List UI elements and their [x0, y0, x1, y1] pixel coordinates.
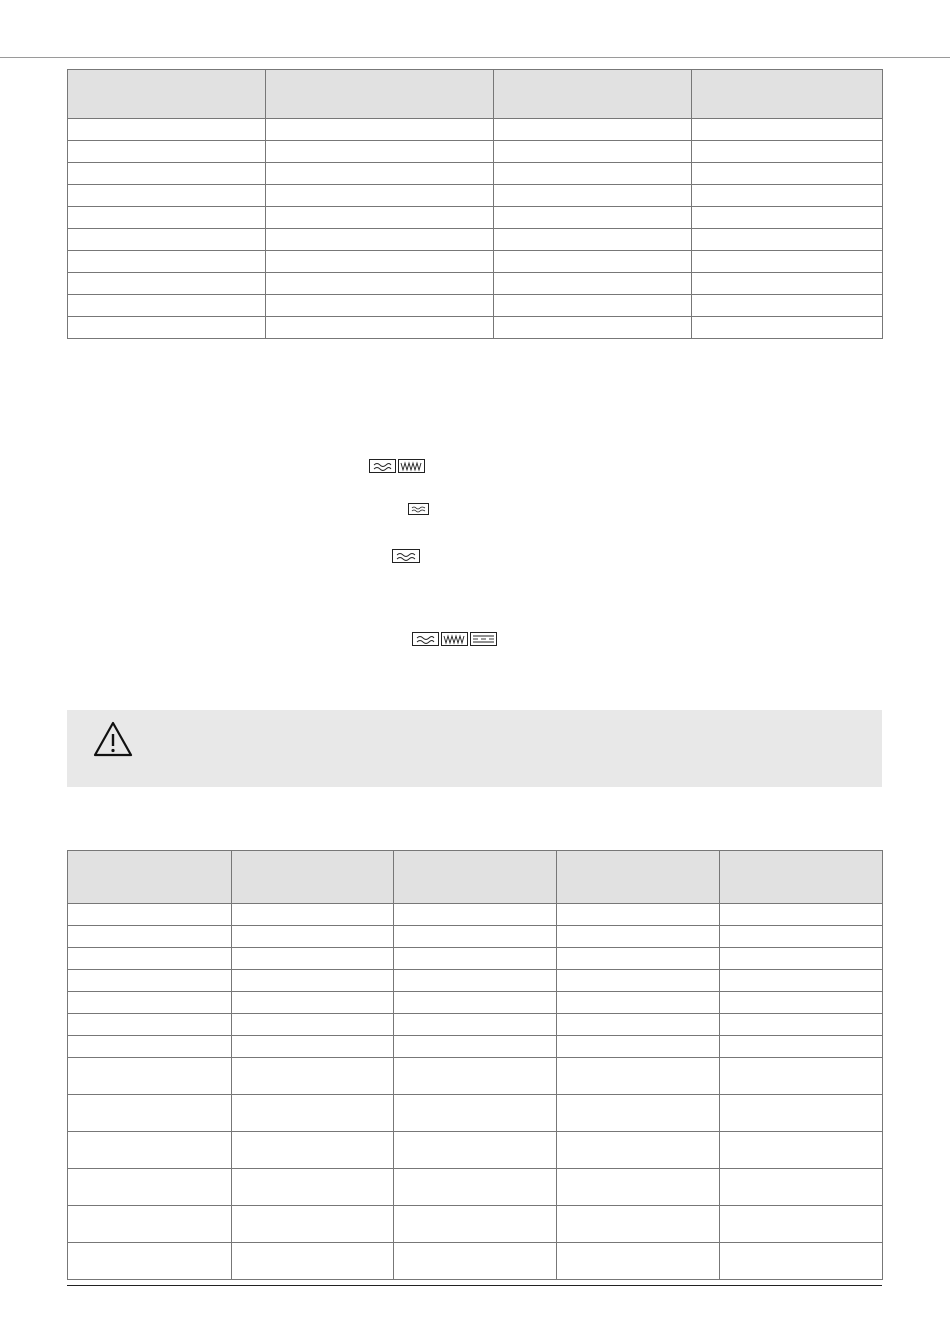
table-header-cell [68, 70, 266, 119]
table-cell [493, 317, 691, 339]
table-cell [394, 1058, 557, 1095]
table-cell [720, 1169, 883, 1206]
table-cell [68, 970, 232, 992]
table-header-cell [691, 70, 882, 119]
table-cell [720, 1132, 883, 1169]
table-cell [266, 273, 493, 295]
table-cell [394, 1036, 557, 1058]
bottom-heat-icon [470, 632, 497, 646]
table-cell [68, 119, 266, 141]
table-row [68, 992, 883, 1014]
warning-callout [67, 710, 882, 787]
table-cell [266, 141, 493, 163]
table-cell [691, 273, 882, 295]
table-cell [68, 141, 266, 163]
table-cell [266, 207, 493, 229]
table-cell [720, 926, 883, 948]
table-cell [68, 295, 266, 317]
table-row [68, 317, 883, 339]
table-row [68, 163, 883, 185]
table-cell [720, 1058, 883, 1095]
table-cell [394, 1206, 557, 1243]
table-cell [68, 1014, 232, 1036]
table-row [68, 1014, 883, 1036]
settings-table [67, 69, 883, 339]
grill-icon [398, 459, 425, 473]
table-row [68, 1058, 883, 1095]
table-row [68, 141, 883, 163]
table-cell [720, 1095, 883, 1132]
table-cell [720, 1014, 883, 1036]
table-cell [68, 1206, 232, 1243]
table-cell [691, 317, 882, 339]
table-cell [266, 251, 493, 273]
table-row [68, 1169, 883, 1206]
table-cell [691, 185, 882, 207]
table-cell [232, 1014, 394, 1036]
table-cell [68, 163, 266, 185]
table-cell [232, 1169, 394, 1206]
table-row [68, 295, 883, 317]
table-cell [232, 992, 394, 1014]
table-cell [557, 1132, 720, 1169]
mode-icon-group [408, 503, 429, 517]
table-cell [394, 948, 557, 970]
table-header-cell [557, 851, 720, 904]
table-cell [691, 141, 882, 163]
table-cell [68, 229, 266, 251]
table-cell [68, 904, 232, 926]
table-row [68, 229, 883, 251]
table-cell [266, 295, 493, 317]
table-cell [394, 1243, 557, 1280]
table-cell [557, 1169, 720, 1206]
table-cell [557, 1243, 720, 1280]
table-cell [232, 1206, 394, 1243]
table-cell [232, 1095, 394, 1132]
table-cell [557, 1036, 720, 1058]
table-cell [557, 1095, 720, 1132]
table-cell [232, 948, 394, 970]
table-row [68, 970, 883, 992]
table-row [68, 926, 883, 948]
table-cell [557, 1058, 720, 1095]
table-cell [720, 992, 883, 1014]
table-header-cell [232, 851, 394, 904]
table-cell [232, 1036, 394, 1058]
table-cell [68, 1058, 232, 1095]
table-row [68, 948, 883, 970]
table-header-row [68, 70, 883, 119]
table-row [68, 1243, 883, 1280]
table-cell [232, 1058, 394, 1095]
table-cell [394, 970, 557, 992]
table-cell [493, 273, 691, 295]
table-header-cell [493, 70, 691, 119]
table-row [68, 904, 883, 926]
warning-triangle-icon [93, 721, 133, 762]
table-cell [557, 904, 720, 926]
table-cell [557, 992, 720, 1014]
table-cell [232, 970, 394, 992]
convection-icon [369, 459, 396, 473]
table-cell [394, 1132, 557, 1169]
table-cell [394, 904, 557, 926]
table-cell [720, 970, 883, 992]
table-row [68, 119, 883, 141]
table-cell [691, 295, 882, 317]
table-cell [68, 207, 266, 229]
table-cell [493, 119, 691, 141]
table-cell [394, 926, 557, 948]
table-cell [691, 207, 882, 229]
table-cell [266, 229, 493, 251]
table-cell [691, 163, 882, 185]
table-cell [266, 185, 493, 207]
table-cell [266, 163, 493, 185]
table-cell [394, 1095, 557, 1132]
table-cell [266, 317, 493, 339]
table-cell [720, 1206, 883, 1243]
table-row [68, 1036, 883, 1058]
table-cell [557, 970, 720, 992]
table-cell [232, 1243, 394, 1280]
convection-icon [392, 549, 420, 563]
table-cell [394, 1014, 557, 1036]
table-cell [68, 926, 232, 948]
table-cell [493, 163, 691, 185]
table-cell [691, 251, 882, 273]
table-cell [68, 317, 266, 339]
table-cell [68, 948, 232, 970]
table-cell [394, 992, 557, 1014]
table-cell [68, 1036, 232, 1058]
grill-icon [441, 632, 468, 646]
table-cell [493, 251, 691, 273]
table-cell [232, 926, 394, 948]
table-cell [68, 1095, 232, 1132]
table-cell [691, 229, 882, 251]
footer-rule [67, 1285, 882, 1286]
header-rule [0, 57, 950, 58]
mode-icon-group [412, 632, 497, 646]
table-cell [232, 904, 394, 926]
table-cell [557, 948, 720, 970]
table-row [68, 1095, 883, 1132]
table-cell [68, 251, 266, 273]
table-cell [691, 119, 882, 141]
table-row [68, 251, 883, 273]
table-header-row [68, 851, 883, 904]
table-row [68, 207, 883, 229]
table-header-cell [68, 851, 232, 904]
table-cell [493, 229, 691, 251]
table-cell [720, 1243, 883, 1280]
table-cell [720, 948, 883, 970]
table-cell [68, 1169, 232, 1206]
table-cell [68, 992, 232, 1014]
mode-icon-group [392, 549, 420, 563]
table-cell [68, 273, 266, 295]
table-cell [68, 1243, 232, 1280]
table-cell [557, 1206, 720, 1243]
table-cell [557, 926, 720, 948]
table-cell [493, 295, 691, 317]
table-cell [68, 185, 266, 207]
table-cell [394, 1169, 557, 1206]
mode-icon-group [369, 459, 425, 473]
table-row [68, 185, 883, 207]
table-cell [493, 207, 691, 229]
table-cell [266, 119, 493, 141]
table-row [68, 1132, 883, 1169]
table-row [68, 273, 883, 295]
table-cell [720, 904, 883, 926]
table-header-cell [720, 851, 883, 904]
table-cell [720, 1036, 883, 1058]
table-header-cell [394, 851, 557, 904]
table-header-cell [266, 70, 493, 119]
cooking-table [67, 850, 883, 1280]
table-cell [493, 185, 691, 207]
table-row [68, 1206, 883, 1243]
table-cell [232, 1132, 394, 1169]
table-cell [493, 141, 691, 163]
convection-icon [412, 632, 439, 646]
table-cell [557, 1014, 720, 1036]
table-cell [68, 1132, 232, 1169]
convection-icon [408, 503, 429, 515]
